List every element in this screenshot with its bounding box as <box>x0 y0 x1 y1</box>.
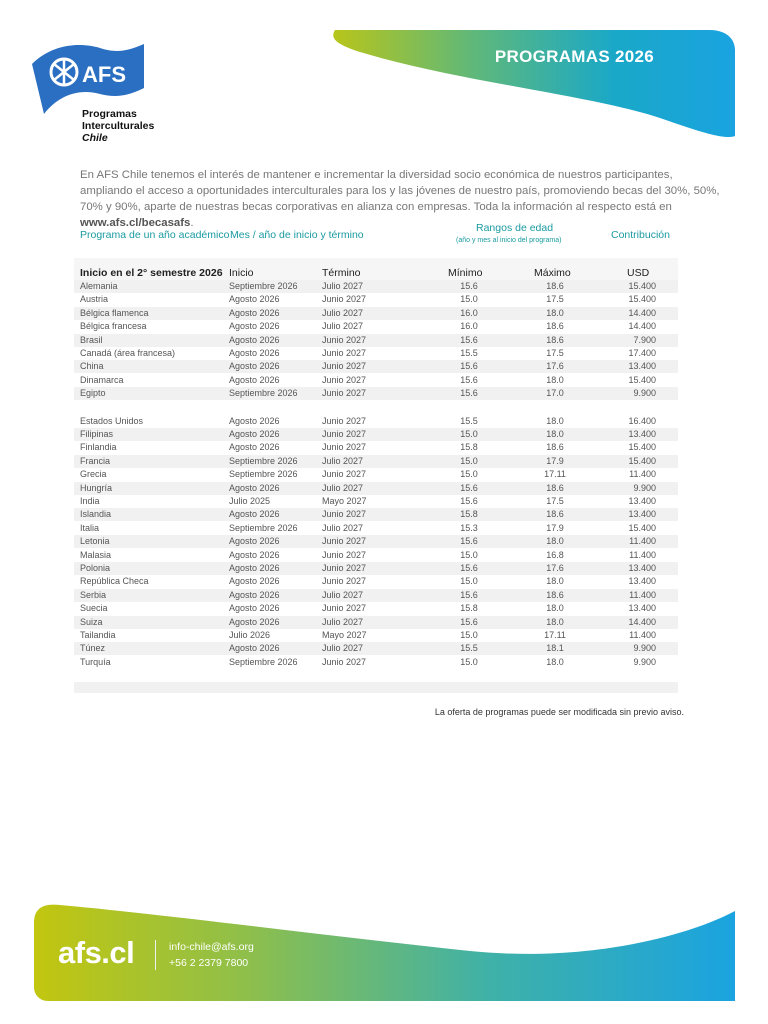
cell-country: Letonia <box>80 536 110 547</box>
cell-min-age: 16.0 <box>460 307 478 318</box>
cell-min-age: 15.0 <box>460 429 478 439</box>
cell-usd: 15.400 <box>628 374 656 385</box>
cell-max-age: 18.0 <box>546 576 564 587</box>
cell-usd: 13.400 <box>628 603 656 614</box>
cell-country: Canadá (área francesa) <box>80 348 176 358</box>
cell-min-age: 15.6 <box>460 616 478 627</box>
cell-country: Suiza <box>80 616 103 627</box>
table-row <box>74 307 678 320</box>
table-row <box>74 589 678 602</box>
cell-max-age: 18.0 <box>546 656 564 667</box>
footer-phone[interactable]: +56 2 2379 7800 <box>169 957 249 969</box>
cell-min-age: 15.0 <box>460 549 478 560</box>
cell-max-age: 18.0 <box>546 307 564 318</box>
cell-usd: 11.400 <box>629 630 656 640</box>
end-col-label: Término <box>322 267 361 279</box>
cell-start: Septiembre 2026 <box>229 281 298 291</box>
cell-max-age: 18.0 <box>546 374 564 385</box>
cell-max-age: 18.6 <box>546 281 564 291</box>
cell-country: Tailandia <box>80 630 116 640</box>
cell-max-age: 18.0 <box>546 415 564 426</box>
cell-start: Agosto 2026 <box>229 442 280 453</box>
cell-country: Hungría <box>80 482 113 493</box>
table-row <box>74 428 678 441</box>
cell-end: Junio 2027 <box>322 361 367 372</box>
cell-usd: 17.400 <box>628 348 656 358</box>
cell-country: Austria <box>80 294 109 305</box>
cell-end: Julio 2027 <box>322 589 364 600</box>
cell-country: Alemania <box>80 281 118 291</box>
cell-country: Finlandia <box>80 442 117 453</box>
cell-start: Agosto 2026 <box>229 643 280 654</box>
cell-start: Agosto 2026 <box>229 549 280 560</box>
section-heading: Inicio en el 2° semestre 2026 <box>80 267 223 279</box>
cell-max-age: 18.6 <box>546 589 564 600</box>
cell-max-age: 17.5 <box>546 348 564 358</box>
table-row <box>74 455 678 468</box>
cell-country: Francia <box>80 455 111 466</box>
cell-country: Suecia <box>80 603 108 614</box>
intro-text: En AFS Chile tenemos el interés de mantener e incrementar la diversidad socio económica de nuestros participantes, ampliando el acceso a oportunidades interculturales para los y las jóvenes de nuestro país, promoviendo becas del 30%, 50%, 70% y 90%, aparte de nuestras becas corporativas en alianza con empresas. Toda la información al respecto está en <box>80 169 720 213</box>
table-row <box>74 495 678 508</box>
cell-start: Agosto 2026 <box>229 361 280 372</box>
cell-country: Malasia <box>80 549 112 560</box>
cell-country: Estados Unidos <box>80 415 144 426</box>
cell-usd: 11.400 <box>629 589 656 600</box>
table-row <box>74 360 678 373</box>
cell-min-age: 15.6 <box>460 361 478 372</box>
table-row <box>74 387 678 400</box>
table-row <box>74 293 678 306</box>
cell-max-age: 17.9 <box>546 455 564 466</box>
cell-min-age: 15.3 <box>460 522 478 533</box>
cell-min-age: 15.8 <box>460 442 478 453</box>
logo-line-interculturales: Interculturales <box>82 120 155 132</box>
cell-max-age: 17.6 <box>546 563 564 573</box>
usd-col-label: USD <box>627 267 650 279</box>
logo-line-chile: Chile <box>82 132 108 144</box>
cell-min-age: 15.0 <box>460 576 478 587</box>
cell-country: Brasil <box>80 334 103 345</box>
cell-min-age: 15.8 <box>460 603 478 614</box>
cell-end: Julio 2027 <box>322 643 364 654</box>
table-row <box>74 347 678 360</box>
cell-start: Agosto 2026 <box>229 603 280 614</box>
cell-start: Septiembre 2026 <box>229 656 298 667</box>
cell-max-age: 18.6 <box>546 321 564 332</box>
cell-country: Italia <box>80 522 100 533</box>
page-title: PROGRAMAS 2026 <box>494 47 654 66</box>
table-row <box>74 374 678 387</box>
cell-end: Julio 2027 <box>322 616 364 627</box>
disclaimer: La oferta de programas puede ser modificada sin previo aviso. <box>434 707 684 717</box>
table-row <box>74 562 678 575</box>
cell-usd: 7.900 <box>633 334 656 345</box>
afs-flag-icon <box>30 38 150 118</box>
cell-country: Polonia <box>80 563 111 573</box>
cell-start: Julio 2026 <box>229 630 271 640</box>
cell-usd: 14.400 <box>628 321 656 332</box>
cell-usd: 15.400 <box>628 522 656 533</box>
cell-usd: 9.900 <box>633 388 656 399</box>
cell-min-age: 15.6 <box>460 334 478 345</box>
intro-paragraph <box>80 167 720 231</box>
cell-start: Agosto 2026 <box>229 294 280 305</box>
cell-start: Agosto 2026 <box>229 348 280 358</box>
cell-usd: 13.400 <box>628 563 656 573</box>
cell-start: Agosto 2026 <box>229 589 280 600</box>
start-col-label: Inicio <box>229 267 254 279</box>
cell-country: Turquía <box>80 656 111 667</box>
cell-end: Junio 2027 <box>322 442 367 453</box>
cell-usd: 11.400 <box>629 549 656 560</box>
cell-start: Septiembre 2026 <box>229 522 298 533</box>
cell-start: Agosto 2026 <box>229 482 280 493</box>
cell-min-age: 15.6 <box>460 281 478 291</box>
cell-max-age: 18.6 <box>546 482 564 493</box>
table-row <box>74 415 678 428</box>
cell-max-age: 17.9 <box>546 522 564 533</box>
cell-usd: 16.400 <box>628 415 656 426</box>
cell-min-age: 15.0 <box>460 656 478 667</box>
cell-country: Dinamarca <box>80 374 124 385</box>
cell-usd: 9.900 <box>633 643 656 654</box>
table-row <box>74 535 678 548</box>
cell-end: Junio 2027 <box>322 388 367 399</box>
cell-usd: 11.400 <box>629 469 656 480</box>
cell-min-age: 15.6 <box>460 374 478 385</box>
cell-end: Junio 2027 <box>322 429 367 439</box>
table-row <box>74 482 678 495</box>
logo-line-programas: Programas <box>82 108 137 120</box>
footer-contact <box>169 939 254 971</box>
cell-min-age: 15.0 <box>460 469 478 480</box>
cell-country: India <box>80 496 100 506</box>
cell-country: China <box>80 361 104 372</box>
cell-usd: 13.400 <box>628 429 656 439</box>
col-months-header: Mes / año de inicio y término <box>230 229 364 241</box>
cell-start: Agosto 2026 <box>229 563 280 573</box>
cell-start: Septiembre 2026 <box>229 388 298 399</box>
cell-max-age: 17.5 <box>546 496 564 506</box>
table-row <box>74 320 678 333</box>
min-col-label: Mínimo <box>448 267 483 279</box>
cell-usd: 13.400 <box>628 576 656 587</box>
cell-country: Serbia <box>80 589 107 600</box>
intro-end: . <box>190 217 194 229</box>
cell-end: Mayo 2027 <box>322 630 367 640</box>
col-program-header: Programa de un año académico <box>80 229 230 241</box>
cell-min-age: 15.6 <box>460 388 478 399</box>
cell-country: Túnez <box>80 643 106 654</box>
cell-end: Junio 2027 <box>322 374 367 385</box>
cell-end: Junio 2027 <box>322 536 367 547</box>
cell-end: Julio 2027 <box>322 307 364 318</box>
cell-end: Junio 2027 <box>322 603 367 614</box>
cell-end: Junio 2027 <box>322 334 367 345</box>
cell-country: Bélgica francesa <box>80 321 147 332</box>
cell-start: Agosto 2026 <box>229 616 280 627</box>
table-bottom-band <box>74 682 678 693</box>
cell-end: Mayo 2027 <box>322 496 367 506</box>
cell-end: Junio 2027 <box>322 469 367 480</box>
cell-start: Agosto 2026 <box>229 536 280 547</box>
cell-start: Agosto 2026 <box>229 307 280 318</box>
cell-usd: 15.400 <box>628 281 656 291</box>
cell-max-age: 18.0 <box>546 536 564 547</box>
cell-max-age: 18.0 <box>546 429 564 439</box>
cell-start: Agosto 2026 <box>229 321 280 332</box>
becas-link[interactable]: www.afs.cl/becasafs <box>80 217 191 229</box>
cell-country: República Checa <box>80 576 149 587</box>
footer-email[interactable]: info-chile@afs.org <box>169 941 254 953</box>
table-row <box>74 468 678 481</box>
cell-usd: 13.400 <box>628 509 656 520</box>
cell-max-age: 18.1 <box>546 643 564 654</box>
cell-min-age: 15.5 <box>460 643 478 654</box>
cell-start: Agosto 2026 <box>229 576 280 587</box>
cell-usd: 13.400 <box>628 361 656 372</box>
cell-usd: 11.400 <box>629 536 656 547</box>
table-row <box>74 522 678 535</box>
cell-end: Junio 2027 <box>322 576 367 587</box>
cell-min-age: 15.0 <box>460 294 478 305</box>
cell-country: Grecia <box>80 469 107 480</box>
cell-max-age: 17.5 <box>546 294 564 305</box>
cell-max-age: 18.0 <box>546 603 564 614</box>
table-row <box>74 602 678 615</box>
cell-min-age: 15.5 <box>460 348 478 358</box>
cell-end: Julio 2027 <box>322 281 364 291</box>
cell-max-age: 18.6 <box>546 334 564 345</box>
max-col-label: Máximo <box>534 267 571 279</box>
cell-start: Agosto 2026 <box>229 509 280 520</box>
table-row <box>74 629 678 642</box>
cell-start: Julio 2025 <box>229 496 271 506</box>
cell-max-age: 16.8 <box>546 549 564 560</box>
cell-max-age: 18.0 <box>546 616 564 627</box>
table-row <box>74 334 678 347</box>
cell-usd: 15.400 <box>628 455 656 466</box>
cell-min-age: 15.0 <box>460 455 478 466</box>
cell-end: Junio 2027 <box>322 415 367 426</box>
cell-start: Septiembre 2026 <box>229 469 298 480</box>
logo-wordmark <box>82 108 154 144</box>
cell-min-age: 15.6 <box>460 496 478 506</box>
cell-end: Junio 2027 <box>322 549 367 560</box>
cell-country: Bélgica flamenca <box>80 307 149 318</box>
cell-end: Julio 2027 <box>322 482 364 493</box>
cell-min-age: 16.0 <box>460 321 478 332</box>
cell-end: Junio 2027 <box>322 509 367 520</box>
cell-end: Julio 2027 <box>322 522 364 533</box>
cell-start: Agosto 2026 <box>229 334 280 345</box>
table-row <box>74 575 678 588</box>
footer-brand[interactable]: afs.cl <box>58 935 135 970</box>
table-row <box>74 642 678 655</box>
cell-usd: 15.400 <box>628 442 656 453</box>
cell-end: Julio 2027 <box>322 455 364 466</box>
cell-start: Agosto 2026 <box>229 429 280 439</box>
cell-country: Egipto <box>80 388 106 399</box>
cell-start: Septiembre 2026 <box>229 455 298 466</box>
cell-min-age: 15.6 <box>460 589 478 600</box>
cell-max-age: 18.6 <box>546 509 564 520</box>
cell-end: Junio 2027 <box>322 294 367 305</box>
cell-country: Islandia <box>80 509 112 520</box>
table-row <box>74 549 678 562</box>
cell-min-age: 15.0 <box>460 630 478 640</box>
cell-max-age: 17.11 <box>544 630 566 640</box>
cell-min-age: 15.6 <box>460 536 478 547</box>
table-row <box>74 441 678 454</box>
cell-max-age: 18.6 <box>546 442 564 453</box>
cell-start: Agosto 2026 <box>229 415 280 426</box>
cell-max-age: 17.11 <box>544 469 566 480</box>
cell-end: Junio 2027 <box>322 656 367 667</box>
svg-text:AFS: AFS <box>82 62 126 87</box>
cell-max-age: 17.0 <box>546 388 564 399</box>
cell-usd: 9.900 <box>633 482 656 493</box>
col-age-note: (año y mes al inicio del programa) <box>456 237 562 244</box>
footer-divider <box>155 940 156 970</box>
cell-usd: 9.900 <box>633 656 656 667</box>
table-row <box>74 280 678 293</box>
cell-end: Julio 2027 <box>322 321 364 332</box>
cell-min-age: 15.6 <box>460 482 478 493</box>
cell-min-age: 15.6 <box>460 563 478 573</box>
table-row <box>74 656 678 669</box>
cell-start: Agosto 2026 <box>229 374 280 385</box>
col-contribution-header: Contribución <box>611 229 670 241</box>
cell-usd: 14.400 <box>628 616 656 627</box>
cell-end: Junio 2027 <box>322 348 367 358</box>
cell-usd: 13.400 <box>628 496 656 506</box>
cell-min-age: 15.8 <box>460 509 478 520</box>
cell-min-age: 15.5 <box>460 415 478 426</box>
afs-logo <box>30 38 170 153</box>
cell-max-age: 17.6 <box>546 361 564 372</box>
cell-usd: 15.400 <box>628 294 656 305</box>
table-row <box>74 616 678 629</box>
table-row <box>74 508 678 521</box>
cell-usd: 14.400 <box>628 307 656 318</box>
cell-end: Junio 2027 <box>322 563 367 573</box>
col-age-header: Rangos de edad <box>476 222 554 234</box>
cell-country: Filipinas <box>80 429 114 439</box>
